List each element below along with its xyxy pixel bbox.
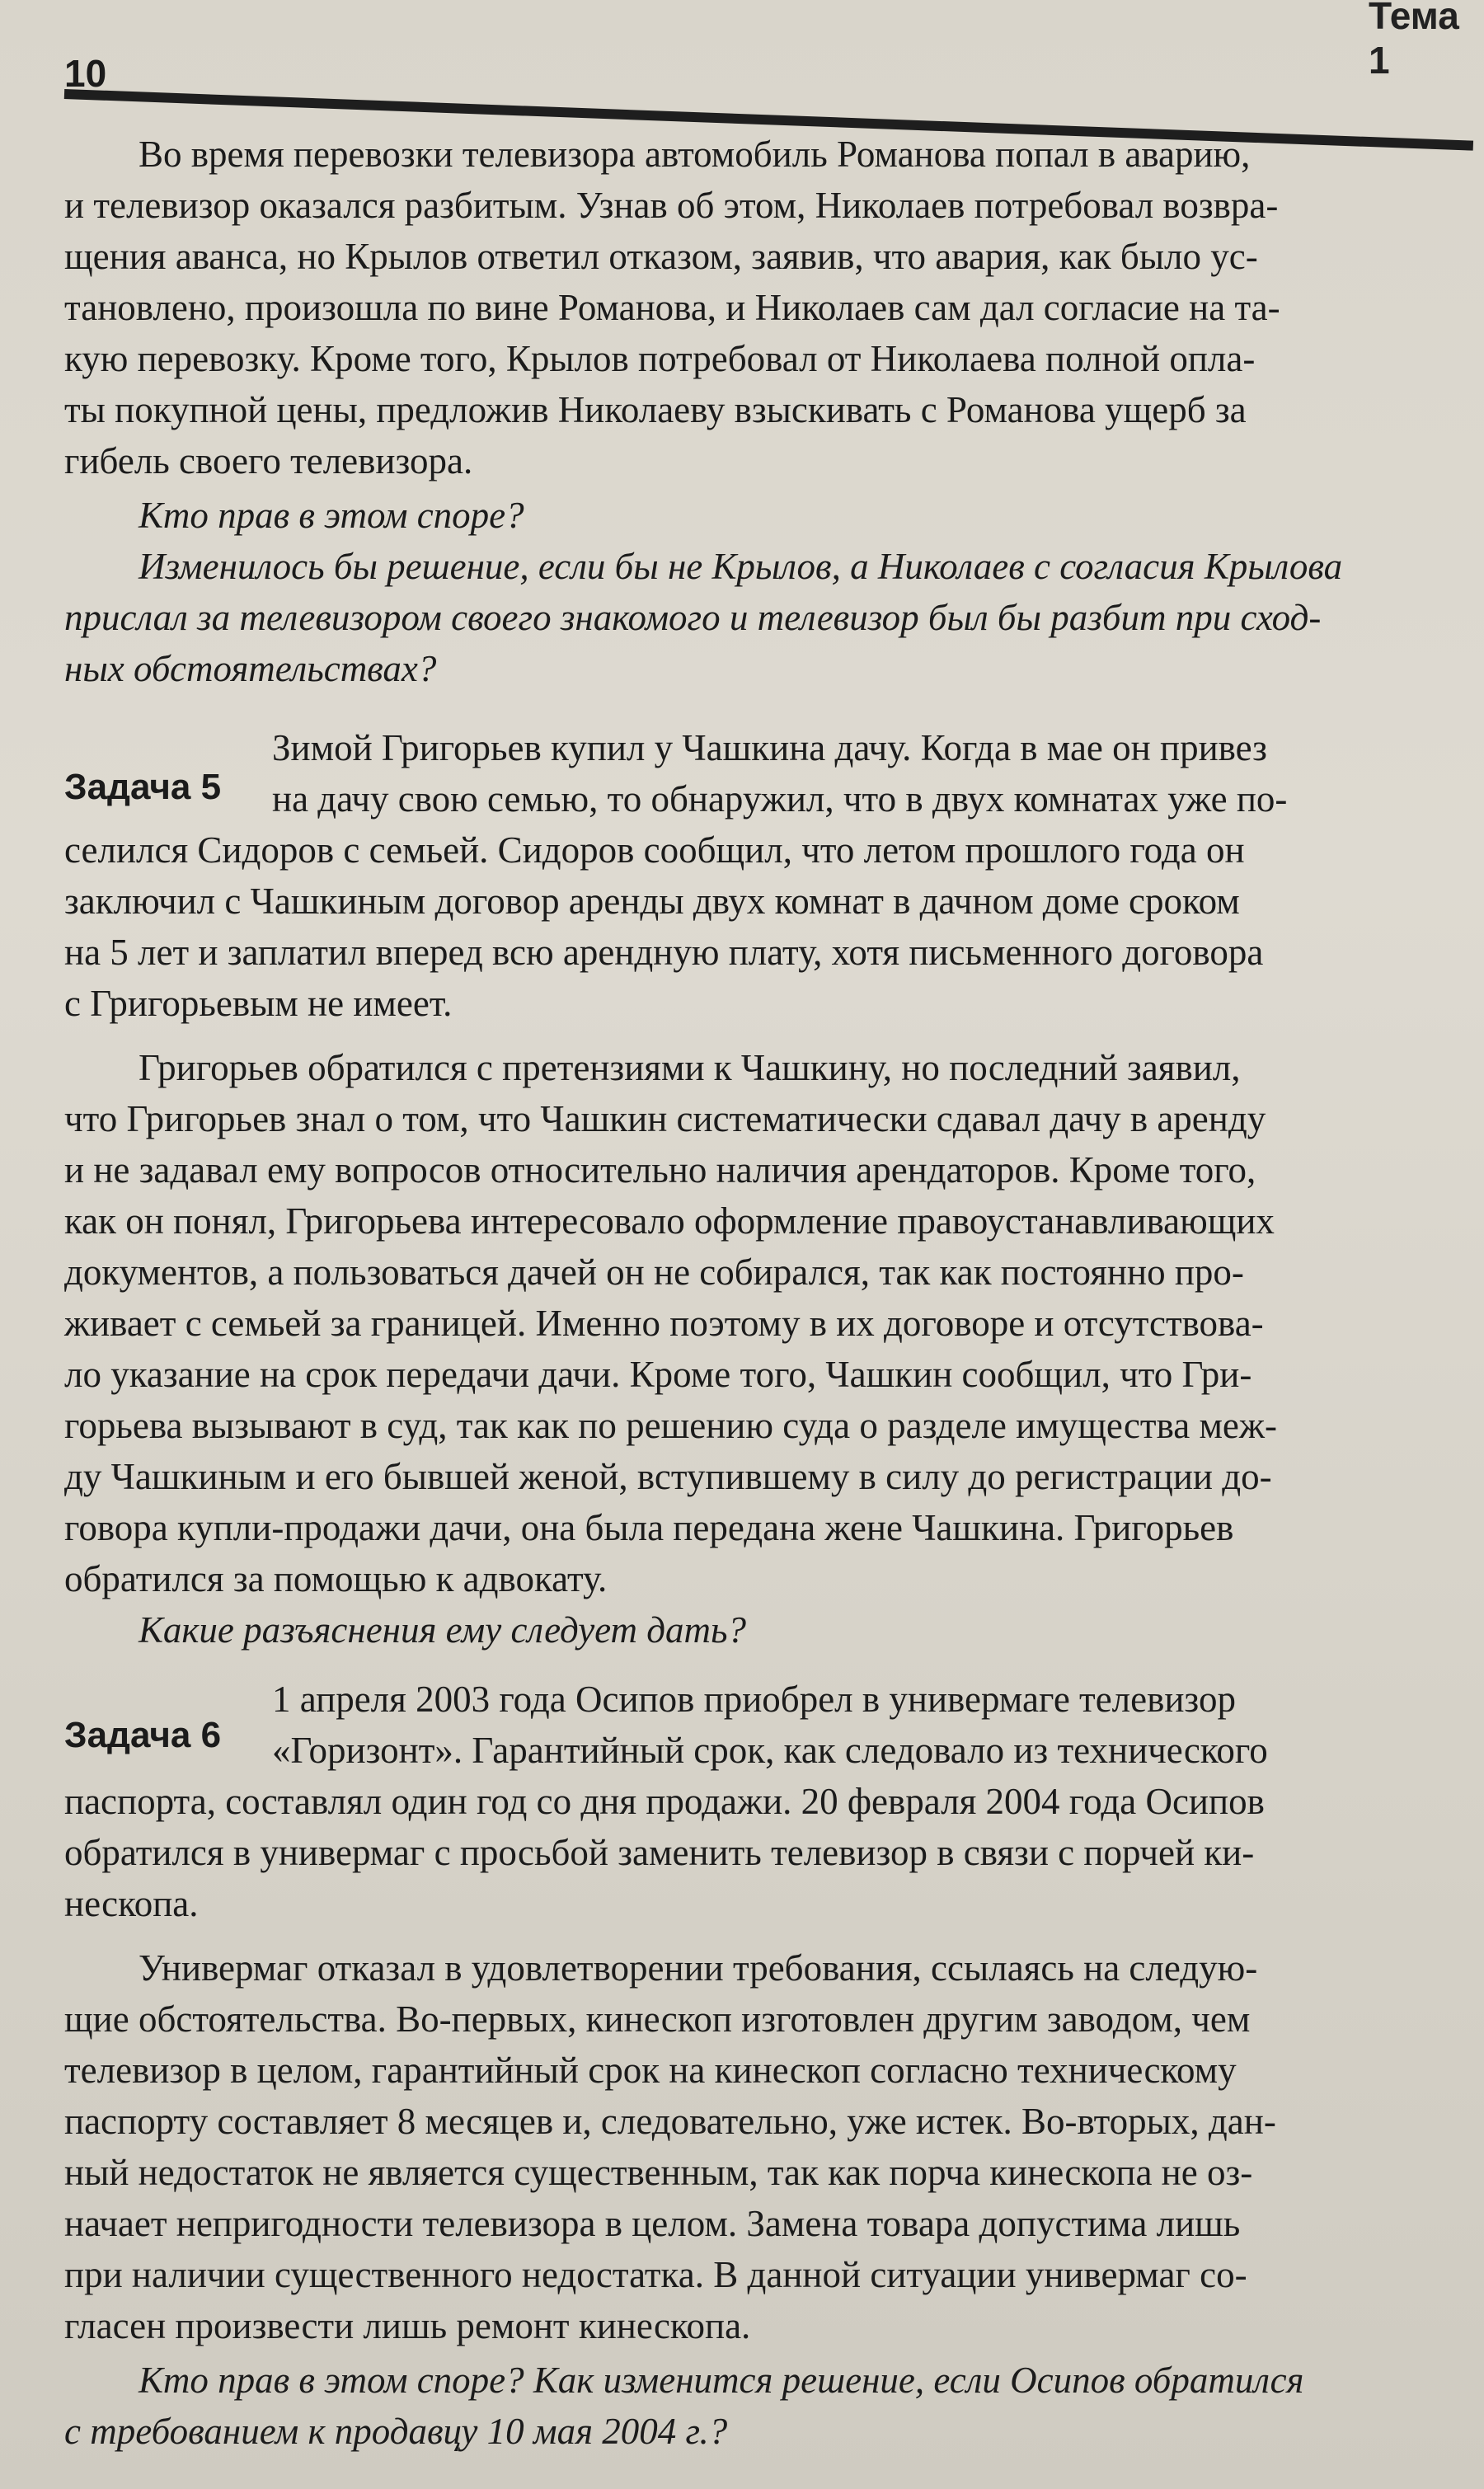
text-line: обратился в универмаг с просьбой заменить телевизор в связи с порчей ки- — [64, 1832, 1255, 1873]
text-line: нескопа. — [64, 1883, 199, 1924]
running-head: Тема 1 — [1369, 0, 1459, 82]
text-line: живает с семьей за границей. Именно поэтому в их договоре и отсутствова- — [64, 1303, 1264, 1344]
text-line: говора купли-продажи дачи, она была передана жене Чашкина. Григорьев — [64, 1507, 1234, 1548]
text-line: Зимой Григорьев купил у Чашкина дачу. Когда в мае он привез — [272, 727, 1267, 768]
text-line: телевизор в целом, гарантийный срок на кинескоп согласно техническому — [64, 2050, 1237, 2091]
question-line: Кто прав в этом споре? Как изменится решение, если Осипов обратился — [139, 2360, 1304, 2401]
text-line: что Григорьев знал о том, что Чашкин систематически сдавал дачу в аренду — [64, 1098, 1266, 1139]
text-line: горьева вызывают в суд, так как по решению суда о разделе имущества меж- — [64, 1405, 1277, 1446]
text-line: селился Сидоров с семьей. Сидоров сообщил, что летом прошлого года он — [64, 829, 1245, 871]
text-line: ло указание на срок передачи дачи. Кроме того, Чашкин сообщил, что Гри- — [64, 1354, 1252, 1395]
question-line: Какие разъяснения ему следует дать? — [139, 1609, 747, 1651]
task-6-label: Задача 6 — [64, 1715, 222, 1755]
text-line: на 5 лет и заплатил вперед всю арендную плату, хотя письменного договора — [64, 932, 1264, 973]
text-line: и не задавал ему вопросов относительно наличия арендаторов. Кроме того, — [64, 1149, 1256, 1190]
page-number: 10 — [64, 52, 107, 95]
text-line: паспорту составляет 8 месяцев и, следовательно, уже истек. Во-вторых, дан- — [64, 2101, 1276, 2142]
question-line: ных обстоятельствах? — [64, 648, 437, 689]
text-line: ный недостаток не является существенным, так как порча кинескопа не оз- — [64, 2152, 1253, 2193]
text-line: 1 апреля 2003 года Осипов приобрел в универмаге телевизор — [272, 1679, 1236, 1720]
text-line: гибель своего телевизора. — [64, 440, 473, 481]
text-line: ты покупной цены, предложив Николаеву взыскивать с Романова ущерб за — [64, 389, 1247, 430]
text-line: при наличии существенного недостатка. В данной ситуации универмаг со- — [64, 2254, 1247, 2295]
text-line: обратился за помощью к адвокату. — [64, 1558, 608, 1599]
question-line: с требованием к продавцу 10 мая 2004 г.? — [64, 2411, 728, 2452]
text-line: паспорта, составлял один год со дня продажи. 20 февраля 2004 года Осипов — [64, 1781, 1265, 1822]
text-line: тановлено, произошла по вине Романова, и Николаев сам дал согласие на та- — [64, 287, 1280, 328]
text-line: гласен произвести лишь ремонт кинескопа. — [64, 2305, 751, 2346]
text-line: ду Чашкиным и его бывшей женой, вступившему в силу до регистрации до- — [64, 1456, 1272, 1497]
text-line: Универмаг отказал в удовлетворении требования, ссылаясь на следую- — [139, 1947, 1258, 1989]
question-line: прислал за телевизором своего знакомого и телевизор был бы разбит при сход- — [64, 597, 1322, 638]
text-line: щения аванса, но Крылов ответил отказом, заявив, что авария, как было ус- — [64, 236, 1258, 277]
text-line: начает непригодности телевизора в целом. Замена товара допустима лишь — [64, 2203, 1241, 2244]
text-line: документов, а пользоваться дачей он не собирался, так как постоянно про- — [64, 1252, 1244, 1293]
question-line: Изменилось бы решение, если бы не Крылов, а Николаев с согласия Крылова — [139, 546, 1343, 587]
task-5-label: Задача 5 — [64, 767, 222, 807]
text-line: «Горизонт». Гарантийный срок, как следовало из технического — [272, 1730, 1268, 1771]
question-line: Кто прав в этом споре? — [139, 495, 524, 536]
text-line: Во время перевозки телевизора автомобиль Романова попал в аварию, — [139, 134, 1251, 175]
text-line: заключил с Чашкиным договор аренды двух комнат в дачном доме сроком — [64, 881, 1240, 922]
text-line: и телевизор оказался разбитым. Узнав об этом, Николаев потребовал возвра- — [64, 185, 1279, 226]
text-line: с Григорьевым не имеет. — [64, 983, 453, 1024]
text-line: щие обстоятельства. Во-первых, кинескоп изготовлен другим заводом, чем — [64, 1998, 1251, 2040]
text-line: кую перевозку. Кроме того, Крылов потребовал от Николаева полной опла- — [64, 338, 1256, 379]
text-line: Григорьев обратился с претензиями к Чашкину, но последний заявил, — [139, 1047, 1241, 1088]
text-line: на дачу свою семью, то обнаружил, что в двух комнатах уже по- — [272, 778, 1288, 819]
text-line: как он понял, Григорьева интересовало оформление правоустанавливающих — [64, 1200, 1275, 1242]
